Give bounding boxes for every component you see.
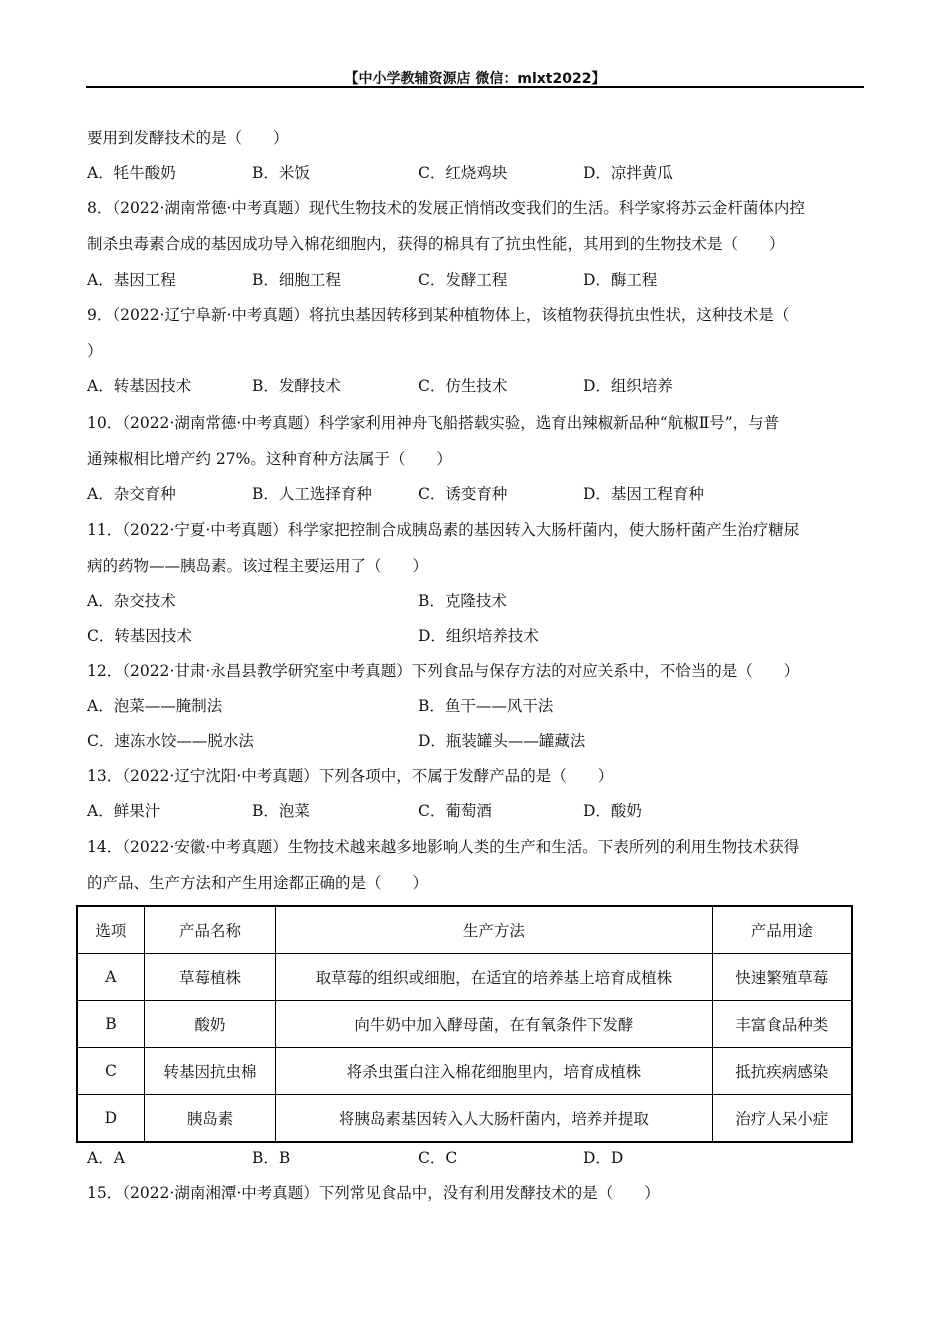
- table-header-cell: 选项: [77, 906, 144, 954]
- header-divider: [86, 86, 864, 88]
- table-row: [77, 1095, 852, 1143]
- table-cell: 取草莓的组织或细胞，在适宜的培养基上培育成植株: [276, 954, 712, 1001]
- q12-option-b: B．鱼干——风干法: [418, 697, 554, 715]
- q8-stem-line1: 8．（2022·湖南常德·中考真题）现代生物技术的发展正悄悄改变我们的生活。科学家将苏云金杆菌体内控: [87, 199, 805, 217]
- q8-option-a: A．基因工程: [87, 271, 176, 289]
- table-cell: D: [77, 1095, 144, 1143]
- q14-option-c: C．C: [418, 1149, 458, 1167]
- q7-option-d: D．凉拌黄瓜: [583, 164, 673, 182]
- q14-stem-line2: 的产品、生产方法和产生用途都正确的是（ ）: [87, 874, 429, 892]
- q12-option-c: C．速冻水饺——脱水法: [87, 732, 254, 750]
- q11-stem-line2: 病的药物——胰岛素。该过程主要运用了（ ）: [87, 557, 429, 575]
- table-cell: 将杀虫蛋白注入棉花细胞里内，培育成植株: [276, 1048, 712, 1095]
- q14-option-a: A．A: [87, 1149, 125, 1167]
- q9-option-d: D．组织培养: [583, 377, 673, 395]
- table-row: [77, 1001, 852, 1048]
- table-cell: C: [77, 1048, 144, 1095]
- q12-option-d: D．瓶装罐头——罐藏法: [418, 732, 586, 750]
- q11-stem-line1: 11．（2022·宁夏·中考真题）科学家把控制合成胰岛素的基因转入大肠杆菌内，使大肠杆菌产生治疗糖尿: [87, 521, 800, 539]
- q9-stem-line1: 9．（2022·辽宁阜新·中考真题）将抗虫基因转移到某种植物体上，该植物获得抗虫性状，这种技术是（: [87, 306, 790, 324]
- q11-option-c: C．转基因技术: [87, 627, 192, 645]
- q8-option-b: B．细胞工程: [252, 271, 341, 289]
- table-cell: B: [77, 1001, 144, 1048]
- q9-option-b: B．发酵技术: [252, 377, 341, 395]
- q13-option-b: B．泡菜: [252, 802, 310, 820]
- q14-table: [76, 905, 853, 1143]
- q8-stem-line2: 制杀虫毒素合成的基因成功导入棉花细胞内，获得的棉具有了抗虫性能，其用到的生物技术是（ ）: [87, 235, 785, 253]
- q14-option-b: B．B: [252, 1149, 291, 1167]
- q7-option-c: C．红烧鸡块: [418, 164, 508, 182]
- q8-option-c: C．发酵工程: [418, 271, 508, 289]
- table-cell: 快速繁殖草莓: [712, 954, 852, 1001]
- q12-stem-line1: 12．（2022·甘肃·永昌县教学研究室中考真题）下列食品与保存方法的对应关系中，不恰当的是（ ）: [87, 662, 800, 680]
- q11-option-a: A．杂交技术: [87, 592, 176, 610]
- table-cell: 转基因抗虫棉: [144, 1048, 276, 1095]
- q10-stem-line1: 10．（2022·湖南常德·中考真题）科学家利用神舟飞船搭载实验，选育出辣椒新品种“航椒Ⅱ号”，与普: [87, 414, 780, 432]
- q13-option-d: D．酸奶: [583, 802, 642, 820]
- table-header-cell: 产品用途: [712, 906, 852, 954]
- table-row: [77, 1048, 852, 1095]
- q8-option-d: D．酶工程: [583, 271, 658, 289]
- table-cell: 向牛奶中加入酵母菌，在有氧条件下发酵: [276, 1001, 712, 1048]
- q9-stem-line2: ）: [87, 342, 103, 360]
- table-cell: 胰岛素: [144, 1095, 276, 1143]
- q14-stem-line1: 14．（2022·安徽·中考真题）生物技术越来越多地影响人类的生产和生活。下表所列的利用生物技术获得: [87, 838, 800, 856]
- table-cell: A: [77, 954, 144, 1001]
- q10-option-a: A．杂交育种: [87, 485, 176, 503]
- table-cell: 酸奶: [144, 1001, 276, 1048]
- q9-option-a: A．转基因技术: [87, 377, 192, 395]
- table-header-cell: 产品名称: [144, 906, 276, 954]
- table-cell: 抵抗疾病感染: [712, 1048, 852, 1095]
- page-header: 【中小学教辅资源店 微信：mlxt2022】: [344, 71, 606, 87]
- table-header-row: [77, 906, 852, 954]
- q11-option-b: B．克隆技术: [418, 592, 507, 610]
- q7-option-b: B．米饭: [252, 164, 310, 182]
- table-header-cell: 生产方法: [276, 906, 712, 954]
- table-cell: 治疗人呆小症: [712, 1095, 852, 1143]
- q15-stem-line1: 15．（2022·湖南湘潭·中考真题）下列常见食品中，没有利用发酵技术的是（ ）: [87, 1184, 660, 1202]
- table-row: [77, 954, 852, 1001]
- q10-option-c: C．诱变育种: [418, 485, 508, 503]
- q10-option-b: B．人工选择育种: [252, 485, 372, 503]
- table-cell: 丰富食品种类: [712, 1001, 852, 1048]
- q12-option-a: A．泡菜——腌制法: [87, 697, 223, 715]
- q7-stem: 要用到发酵技术的是（ ）: [87, 129, 289, 147]
- q10-stem-line2: 通辣椒相比增产约 27%。这种育种方法属于（ ）: [87, 450, 452, 468]
- table-cell: 将胰岛素基因转入人大肠杆菌内，培养并提取: [276, 1095, 712, 1143]
- q13-option-c: C．葡萄酒: [418, 802, 492, 820]
- q14-option-d: D．D: [583, 1149, 624, 1167]
- q7-option-a: A．牦牛酸奶: [87, 164, 176, 182]
- q13-stem-line1: 13．（2022·辽宁沈阳·中考真题）下列各项中，不属于发酵产品的是（ ）: [87, 767, 614, 785]
- q11-option-d: D．组织培养技术: [418, 627, 539, 645]
- table-cell: 草莓植株: [144, 954, 276, 1001]
- q10-option-d: D．基因工程育种: [583, 485, 704, 503]
- q9-option-c: C．仿生技术: [418, 377, 508, 395]
- q13-option-a: A．鲜果汁: [87, 802, 161, 820]
